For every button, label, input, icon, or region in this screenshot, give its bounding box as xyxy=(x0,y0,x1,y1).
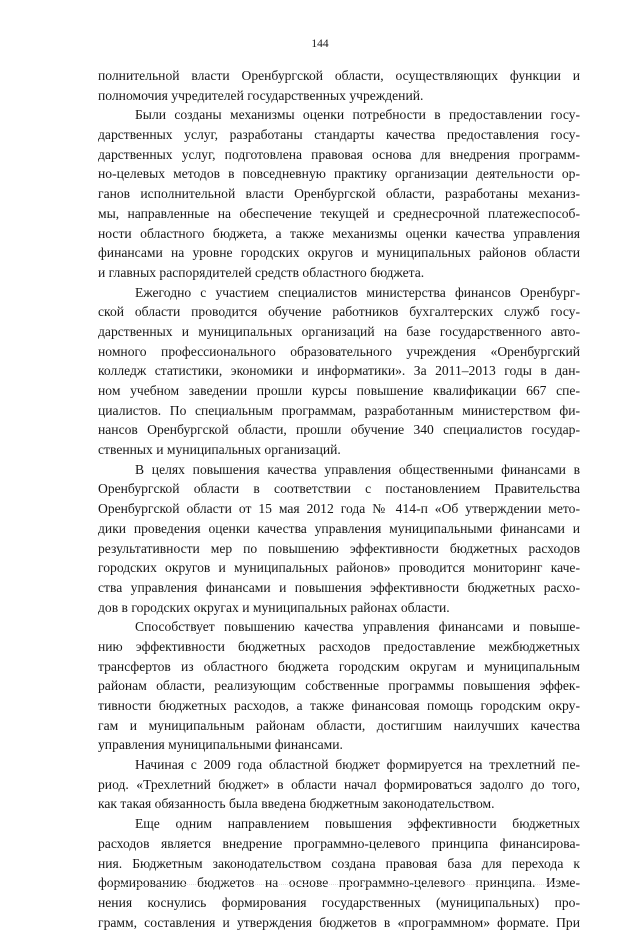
text-line: колледж статистики, экономики и информатики». За 2011–2013 годы в дан- xyxy=(98,363,580,379)
text-line: циалистов. По специальным программам, разработанным министерством фи- xyxy=(98,402,580,418)
text-line: трансфертов из областного бюджета городским округам и муниципальным xyxy=(98,658,580,674)
text-line: Оренбургской области от 15 мая 2012 года № 414-п «Об утверждении мето- xyxy=(98,501,580,517)
text-line: Оренбургской области в соответствии с постановлением Правительства xyxy=(98,481,580,497)
text-line: полнительной власти Оренбургской области, осуществляющих функции и xyxy=(98,68,580,83)
text-line: нансов Оренбургской области, прошли обучение 340 специалистов государ- xyxy=(98,422,580,438)
text-line: ганов исполнительной власти Оренбургской области, разработаны механиз- xyxy=(98,186,580,202)
text-line: ности областного бюджета, а также механизмы оценки качества управления xyxy=(98,225,580,241)
text-line: ния. Бюджетным законодательством создана правовая база для перехода к xyxy=(98,855,580,871)
text-line: результативности мер по повышению эффективности бюджетных расходов xyxy=(98,540,580,556)
paragraph-first-line: В целях повышения качества управления общественными финансами в xyxy=(135,461,580,477)
paragraph-first-line: Еще одним направлением повышения эффективности бюджетных xyxy=(135,816,580,832)
paragraph-first-line: Были созданы механизмы оценки потребности в предоставлении госу- xyxy=(135,107,580,123)
text-line: но-целевых методов в повседневную практику организации деятельности ор- xyxy=(98,166,580,182)
text-line: расходов является внедрение программно-целевого принципа финансирова- xyxy=(98,835,580,851)
text-line: дарственных услуг, разработаны стандарты качества предоставления госу- xyxy=(98,127,580,143)
paragraph-first-line: Способствует повышению качества управления финансами и повыше- xyxy=(135,619,580,635)
text-line: формированию бюджетов на основе программно-целевого принципа. Изме- xyxy=(98,875,580,891)
text-line: и главных распорядителей средств областного бюджета. xyxy=(98,264,425,280)
text-line: нения коснулись формирования государственных (муниципальных) про- xyxy=(98,894,580,910)
text-line: ном учебном заведении прошли курсы повышение квалификации 667 спе- xyxy=(98,383,580,398)
text-line: гам и муниципальным районам области, достигшим наилучших качества xyxy=(98,717,580,733)
text-line: дов в городских округах и муниципальных районах области. xyxy=(98,599,450,615)
text-line: районам области, реализующим собственные программы повышения эффек- xyxy=(98,678,580,694)
text-line: городских округов и муниципальных районов» проводится мониторинг каче- xyxy=(98,560,580,576)
text-line: грамм, составления и утверждения бюджетов в «программном» формате. При xyxy=(98,914,580,930)
text-line: дики проведения оценки качества управления муниципальными финансами и xyxy=(98,520,580,536)
text-line: риод. «Трехлетний бюджет» в области начал формироваться задолго до того, xyxy=(98,776,580,792)
text-line: управления муниципальными финансами. xyxy=(98,737,343,753)
text-line: полномочия учредителей государственных учреждений. xyxy=(98,87,424,103)
paragraph-first-line: Начиная с 2009 года областной бюджет формируется на трехлетний пе- xyxy=(135,757,580,773)
text-line: ской области проводится обучение работников бухгалтерских служб госу- xyxy=(98,304,580,320)
text-line: ственных и муниципальных организаций. xyxy=(98,442,341,458)
text-line: номного профессионального образовательного учреждения «Оренбургский xyxy=(98,343,580,359)
text-line: финансами на уровне городских округов и муниципальных районов области xyxy=(98,245,580,261)
text-line: ства управления финансами и повышения эффективности бюджетных расхо- xyxy=(98,579,580,595)
text-line: мы, направленные на обеспечение текущей и среднесрочной платежеспособ- xyxy=(98,205,580,221)
scan-artifact xyxy=(110,884,570,886)
body-text xyxy=(98,66,580,932)
text-line: как такая обязанность была введена бюджетным законодательством. xyxy=(98,796,495,812)
text-line: дарственных и муниципальных организаций на базе государственного авто- xyxy=(98,323,580,339)
paragraph-first-line: Ежегодно с участием специалистов министерства финансов Оренбург- xyxy=(135,284,580,300)
page-number: 144 xyxy=(311,38,329,50)
text-line: дарственных услуг, подготовлена правовая основа для внедрения программ- xyxy=(98,146,580,162)
text-line: тивности бюджетных расходов, а также финансовая помощь городским окру- xyxy=(98,698,580,713)
text-line: нию эффективности бюджетных расходов предоставление межбюджетных xyxy=(98,638,580,654)
